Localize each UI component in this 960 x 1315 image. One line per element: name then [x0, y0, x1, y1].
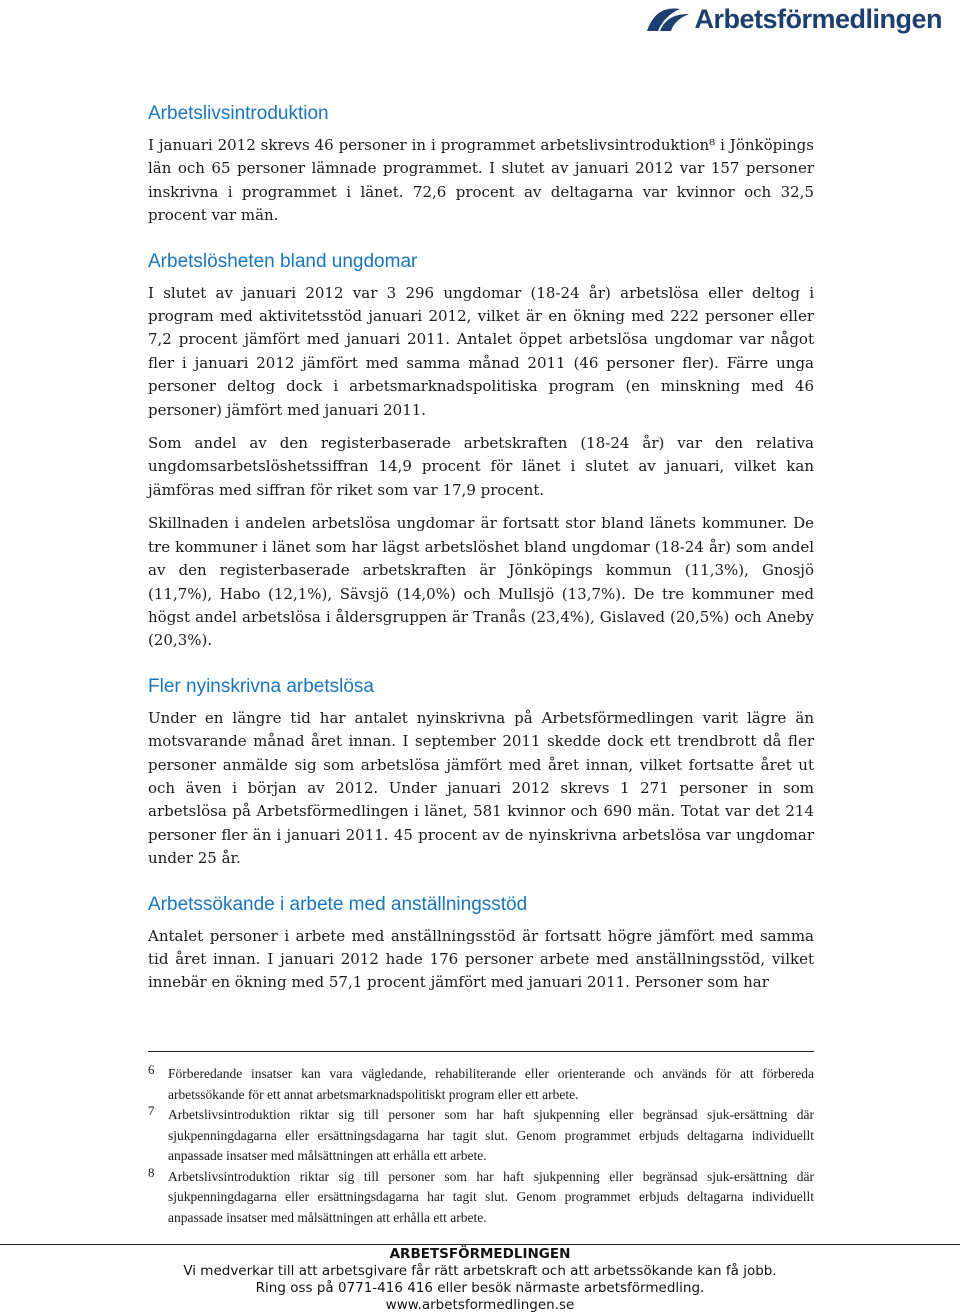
footnote: [148, 1064, 814, 1105]
section-heading: Arbetslösheten bland ungdomar: [148, 250, 418, 272]
section-heading: Arbetssökande i arbete med anställningsstöd: [148, 893, 528, 915]
footnotes: [148, 1064, 814, 1228]
paragraph: Skillnaden i andelen arbetslösa ungdomar är fortsatt stor bland länets kommuner. De tre kommuner i länet som har lägst arbetslöshet bland ungdomar (18-24 år) som andel av den registerbaserade arbetskraften är Jönköpings kommun (11,3%), Gnosjö (11,7%), Habo (12,1%), Sävsjö (14,0%) och Mullsjö (13,7%). De tre kommuner med högst andel arbetslösa i åldersgruppen är Tranås (23,4%), Gislaved (20,5%) och Aneby (20,3%).: [148, 514, 814, 650]
footnote-number: 7: [148, 1103, 155, 1118]
section-arbetslosheten-ungdomar: [148, 250, 814, 653]
paragraph: Antalet personer i arbete med anställningsstöd är fortsatt högre jämfört med samma tid året innan. I januari 2012 hade 176 personer arbete med anställningsstöd, vilket innebär en ökning med 57,1 procent jämfört med januari 2011. Personer som har: [148, 926, 814, 992]
section-heading: Fler nyinskrivna arbetslösa: [148, 675, 374, 697]
footer-divider: [0, 1244, 960, 1245]
paragraph: I januari 2012 skrevs 46 personer in i programmet arbetslivsintroduktion⁸ i Jönköpings län och 65 personer lämnade programmet. I slutet av januari 2012 var 157 personer inskrivna i programmet i länet. 72,6 procent av deltagarna var kvinnor och 32,5 procent var män.: [148, 136, 814, 225]
paragraph: Som andel av den registerbaserade arbetskraften (18-24 år) var den relativa ungdomsarbetslöshetssiffran 14,9 procent för länet i slutet av januari, vilket kan jämföras med siffran för riket som var 17,9 procent.: [148, 434, 814, 499]
footnote-text: Arbetslivsintroduktion riktar sig till personer som har haft sjukpenning eller begränsad sjuk-ersättning där sjukpenningdagarna eller ersättningsdagarna har tagit slut. Genom programmet erbjuds deltagarna individuellt anpassade insatser med målsättningen att erhålla ett arbete.: [168, 1107, 814, 1163]
paragraph: Under en längre tid har antalet nyinskrivna på Arbetsförmedlingen varit lägre än motsvarande månad året innan. I september 2011 skedde dock ett trendbrott då fler personer anmälde sig som arbetslösa jämfört med året innan, vilket fortsatte året ut och även i början av 2012. Under januari 2012 skrevs 1 271 personer in som arbetslösa på Arbetsförmedlingen i länet, 581 kvinnor och 690 män. Totat var det 214 personer fler än i januari 2011. 45 procent av de nyinskrivna arbetslösa var ungdomar under 25 år.: [148, 708, 814, 868]
footer-org: ARBETSFÖRMEDLINGEN: [389, 1246, 571, 1262]
footnote: [148, 1164, 814, 1229]
section-anstallningsstod: [148, 893, 814, 995]
footer-url[interactable]: www.arbetsformedlingen.se: [385, 1297, 575, 1313]
logo-text: Arbetsförmedlingen: [694, 4, 942, 34]
paragraph: I slutet av januari 2012 var 3 296 ungdomar (18-24 år) arbetslösa eller deltog i program med aktivitetsstöd januari 2012, vilket är en ökning med 222 personer eller 7,2 procent jämfört med januari 2011. Antalet öppet arbetslösa ungdomar var något fler i januari 2012 jämfört med samma månad 2011 (46 personer fler). Färre unga personer deltog dock i arbetsmarknadspolitiska program (en minskning med 46 personer) jämfört med januari 2011.: [148, 283, 814, 419]
footnote-number: 6: [148, 1062, 155, 1077]
footnote: [148, 1105, 814, 1167]
section-heading: Arbetslivsintroduktion: [148, 103, 329, 124]
logo-mark-icon: [646, 5, 690, 33]
footer-contact: Ring oss på 0771-416 416 eller besök närmaste arbetsförmedling.: [255, 1280, 705, 1296]
footnote-text: Förberedande insatser kan vara vägledande, rehabiliterande eller orienterande och används för att förbereda arbetssökande för ett annat arbetsmarknadspolitiskt program eller ett arbete.: [168, 1066, 814, 1102]
main-content: [148, 102, 814, 1017]
page-footer: [0, 1246, 960, 1314]
section-fler-nyinskrivna: [148, 675, 814, 871]
footnote-divider: [148, 1051, 814, 1052]
footnote-number: 8: [148, 1164, 155, 1180]
logo: [646, 4, 942, 34]
section-arbetslivsintroduktion: [148, 102, 814, 228]
footnote-text: Arbetslivsintroduktion riktar sig till personer som har haft sjukpenning eller begränsad sjuk-ersättning där sjukpenningdagarna eller ersättningsdagarna har tagit slut. Genom programmet erbjuds deltagarna individuellt anpassade insatser med målsättningen att erhålla ett arbete.: [168, 1168, 814, 1225]
footer-tagline: Vi medverkar till att arbetsgivare får rätt arbetskraft och att arbetssökande kan få jobb.: [183, 1263, 777, 1279]
